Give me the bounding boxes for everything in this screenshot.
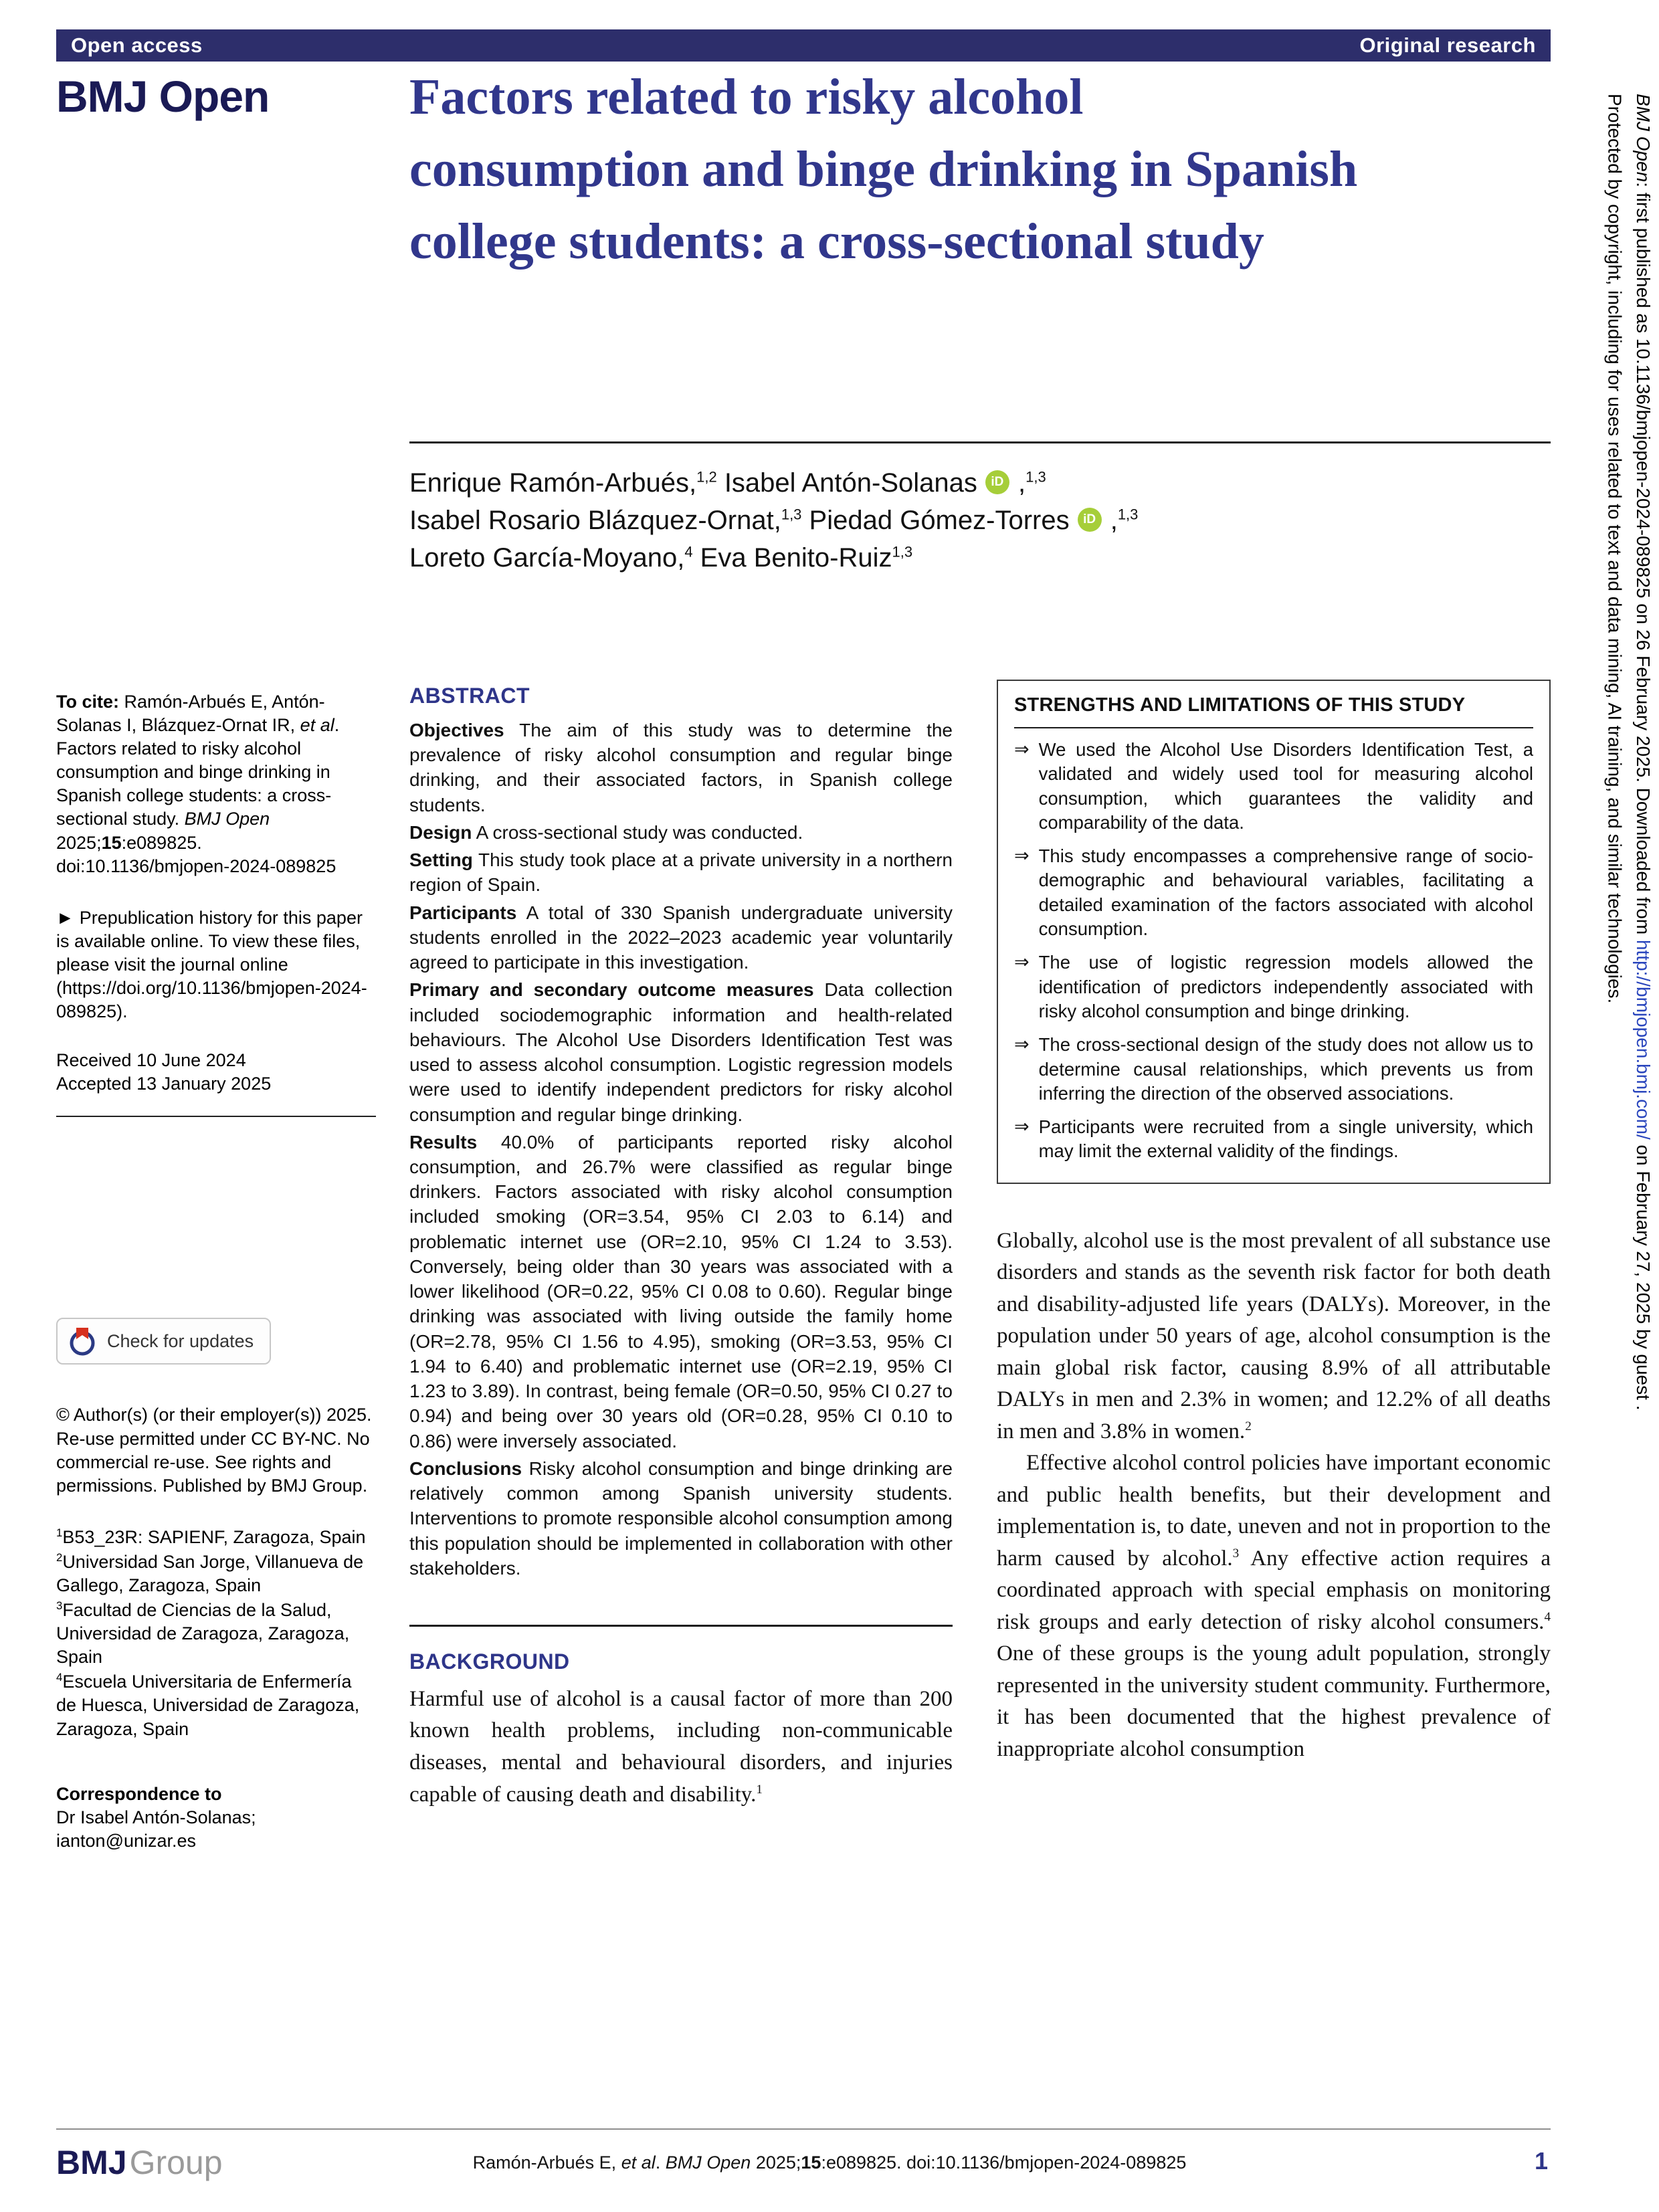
affiliation-number: 1: [56, 1526, 63, 1539]
vertical-text: on February 27, 2025 by guest .: [1633, 1139, 1654, 1411]
reference-marker[interactable]: 3: [1232, 1546, 1240, 1561]
strengths-item-text: Participants were recruited from a single university, which may limit the external validity of the findings.: [1038, 1116, 1533, 1162]
author-affil-ref: 1,3: [781, 506, 802, 523]
orcid-icon[interactable]: [1078, 508, 1102, 532]
bmj-group-logo: [56, 2143, 223, 2182]
author-name: Isabel Rosario Blázquez-Ornat,: [409, 506, 781, 535]
strengths-item-text: The cross-sectional design of the study does not allow us to determine causal relationships, which prevents us from inferring the direction of the observed associations.: [1038, 1034, 1533, 1104]
author-line: [409, 539, 1551, 577]
abstract-section: [409, 847, 953, 897]
background-text: Harmful use of alcohol is a causal factor of more than 200 known health problems, including non-communicable diseases, mental and behavioural disorders, and injuries capable of causing death and disability.: [409, 1686, 953, 1807]
affiliation-list: [56, 1526, 376, 1741]
arrow-bullet-icon: ⇒: [1014, 952, 1030, 973]
affiliation: [56, 1599, 376, 1669]
citation-text: 2025;: [751, 2152, 801, 2173]
crossmark-icon: [67, 1326, 98, 1356]
abstract-section: [409, 718, 953, 817]
header-bar: [56, 29, 1551, 62]
background-heading: BACKGROUND: [409, 1649, 570, 1674]
title-divider: [409, 441, 1551, 443]
citation-volume: 15: [801, 2152, 821, 2173]
article-title: Factors related to risky alcohol consumption and binge drinking in Spanish college students: a cross-sectional study: [409, 69, 1358, 270]
abstract-section-text: This study took place at a private university in a northern region of Spain.: [409, 849, 953, 896]
body-paragraph: [997, 1225, 1551, 1448]
author-affil-ref: 1,3: [1026, 468, 1046, 486]
author-affil-ref: 1,2: [696, 468, 717, 486]
abstract-heading: ABSTRACT: [409, 684, 530, 708]
vertical-copyright-text: [1602, 94, 1626, 2174]
citation-etal: et al: [621, 2152, 656, 2173]
background-paragraph: [409, 1684, 953, 1811]
abstract-section-label: Results: [409, 1131, 478, 1152]
arrow-bullet-icon: ⇒: [1014, 1034, 1030, 1055]
abstract-section-label: Participants: [409, 902, 517, 923]
to-cite-block: [56, 690, 376, 878]
author-list: [409, 464, 1551, 577]
reference-marker[interactable]: 2: [1245, 1419, 1252, 1433]
received-date: Received 10 June 2024: [56, 1050, 246, 1071]
orcid-icon-label: iD: [1083, 512, 1096, 527]
triangle-bullet-icon: ►: [56, 907, 74, 928]
right-column: [997, 680, 1551, 1766]
check-for-updates-button[interactable]: [56, 1318, 271, 1365]
abstract-section: [409, 1130, 953, 1453]
abstract-section-text: Risky alcohol consumption and binge drinking are relatively common among Spanish university students. Interventions to promote responsible alcohol consumption among this population should be implemented in collaboration with other stakeholders.: [409, 1457, 953, 1579]
article-type-label: Original research: [1359, 33, 1536, 57]
author-affil-ref: 4: [684, 543, 693, 561]
vertical-text: Protected by copyright, including for uses related to text and data mining, AI training, and similar technologies.: [1604, 94, 1626, 1004]
author-name: Eva Benito-Ruiz: [692, 543, 892, 573]
affiliation-number: 2: [56, 1550, 63, 1564]
correspondence-email[interactable]: Dr Isabel Antón-Solanas; ianton@unizar.es: [56, 1807, 256, 1851]
affiliation-text: Facultad de Ciencias de la Salud, Universidad de Zaragoza, Zaragoza, Spain: [56, 1600, 350, 1668]
strengths-item-text: The use of logistic regression models allowed the identification of predictors independently associated with risky alcohol consumption and binge drinking.: [1038, 952, 1533, 1021]
affiliation-text: Universidad San Jorge, Villanueva de Gallego, Zaragoza, Spain: [56, 1551, 364, 1595]
author-name: Loreto García-Moyano,: [409, 543, 685, 573]
author-separator: ,: [1102, 506, 1118, 535]
strengths-item: [1014, 1033, 1533, 1106]
reference-marker[interactable]: 1: [756, 1782, 763, 1797]
orcid-icon[interactable]: [985, 470, 1009, 494]
to-cite-text: 2025;: [56, 832, 102, 853]
journal-url-link[interactable]: http://bmjopen.bmj.com/: [1633, 939, 1654, 1140]
affiliation: [56, 1550, 376, 1597]
citation-text: Ramón-Arbués E,: [472, 2152, 621, 2173]
reference-marker[interactable]: 4: [1544, 1609, 1551, 1624]
correspondence-block: [56, 1783, 376, 1853]
group-logo-text: Group: [129, 2144, 223, 2181]
body-text: Globally, alcohol use is the most prevalent of all substance use disorders and stands as the seventh risk factor for both death and disability-adjusted life years (DALYs). Moreover, in the population under 50 years of age, alcohol consumption is the main global risk factor, causing 8.9% of all attributable DALYs in men and 2.3% in women; and 12.2% of all deaths in men and 3.8% in women.: [997, 1228, 1551, 1443]
abstract-section-label: Setting: [409, 849, 473, 871]
strengths-limitations-box: [997, 680, 1551, 1184]
author-affil-ref: 1,3: [1117, 506, 1139, 523]
citation-text: .: [655, 2152, 666, 2173]
abstract-section-text: The aim of this study was to determine the prevalence of risky alcohol consumption and regular binge drinking, and their associated factors, in Spanish college students.: [409, 720, 953, 815]
abstract-section-label: Objectives: [409, 720, 504, 740]
abstract-section-text: A total of 330 Spanish undergraduate university students enrolled in the 2022–2023 academic year voluntarily agreed to participate in this investigation.: [409, 902, 953, 973]
affiliation-number: 3: [56, 1599, 63, 1613]
left-sidebar: [56, 690, 376, 1853]
abstract-section-label: Primary and secondary outcome measures: [409, 979, 814, 1001]
correspondence-label: Correspondence to: [56, 1783, 222, 1804]
to-cite-text: . Factors related to risky alcohol consumption and binge drinking in Spanish college students: a cross-sectional study.: [56, 715, 340, 829]
body-text: One of these groups is the young adult population, strongly represented in the university student community. Furthermore, it has been documented that the highest prevalence of inappropriate alcohol consumption: [997, 1641, 1551, 1761]
abstract-section: [409, 900, 953, 975]
abstract-section-label: Design: [409, 821, 472, 843]
author-name: Enrique Ramón-Arbués,: [409, 468, 697, 498]
author-name: Isabel Antón-Solanas: [716, 468, 977, 498]
strengths-item-text: This study encompasses a comprehensive range of socio-demographic and behavioural variables, facilitating a detailed examination of the factors associated with alcohol consumption.: [1038, 845, 1533, 940]
strengths-title: STRENGTHS AND LIMITATIONS OF THIS STUDY: [1014, 694, 1533, 728]
author-affil-ref: 1,3: [892, 543, 913, 561]
affiliation-text: B53_23R: SAPIENF, Zaragoza, Spain: [62, 1526, 366, 1547]
abstract-section-text: A cross-sectional study was conducted.: [472, 821, 803, 843]
abstract-column: [409, 684, 953, 1811]
arrow-bullet-icon: ⇒: [1014, 845, 1030, 866]
strengths-item-text: We used the Alcohol Use Disorders Identification Test, a validated and widely used tool for measuring alcohol consumption, which guarantees the validity and comparability of the data.: [1038, 739, 1533, 833]
to-cite-etal: et al: [300, 715, 334, 736]
abstract-section-text: 40.0% of participants reported risky alcohol consumption, and 26.7% were classified as regular binge drinkers. Factors associated with risky alcohol consumption included smoking (OR=3.54, 95% CI 2.03 to 6.14) and problematic internet use (OR=2.10, 95% CI 1.24 to 3.53). Conversely, being older than 30 years was associated with a lower likelihood (OR=0.22, 95% CI 0.08 to 0.60). Regular binge drinking was associated with living outside the family home (OR=2.78, 95% CI 1.56 to 4.95), smoking (OR=3.53, 95% CI 1.94 to 6.40) and problematic internet use (OR=2.19, 95% CI 1.23 to 3.89). In contrast, being female (OR=0.50, 95% CI 0.27 to 0.94) and being over 30 years old (OR=0.28, 95% CI 0.10 to 0.86) were inversely associated.: [409, 1131, 953, 1451]
page-number: 1: [1534, 2147, 1548, 2175]
body-text: Any effective action requires a coordinated approach with special emphasis on monitoring risk groups and early detection of risky alcohol consumers.: [997, 1546, 1551, 1634]
affiliation-text: Escuela Universitaria de Enfermería de Huesca, Universidad de Zaragoza, Zaragoza, Spain: [56, 1672, 360, 1739]
open-access-label: Open access: [71, 33, 203, 57]
to-cite-volume: 15: [101, 832, 122, 853]
strengths-item: [1014, 738, 1533, 835]
bmj-logo-text: BMJ: [56, 2144, 127, 2181]
accepted-date: Accepted 13 January 2025: [56, 1074, 272, 1094]
sidebar-divider: [56, 1116, 376, 1117]
bmj-open-logo: BMJ Open: [56, 72, 270, 121]
citation-journal: BMJ Open: [665, 2152, 751, 2173]
strengths-item: [1014, 1115, 1533, 1164]
dates-block: [56, 1049, 376, 1096]
vertical-copyright-text: [1631, 94, 1655, 2174]
to-cite-doi: :e089825. doi:10.1136/bmjopen-2024-089825: [56, 832, 336, 876]
abstract-section-text: Data collection included sociodemographic information and health-related behaviours. The Alcohol Use Disorders Identification Test was used to assess alcohol consumption. Logistic regression models were used to identify independent predictors for risky alcohol consumption and regular binge drinking.: [409, 979, 953, 1125]
to-cite-journal: BMJ Open: [184, 809, 270, 829]
abstract-section: [409, 977, 953, 1126]
prepublication-note: [56, 906, 376, 1023]
background-section: [409, 1625, 953, 1811]
strengths-item: [1014, 844, 1533, 941]
vertical-text: : first published as 10.1136/bmjopen-2024-089825 on 26 February 2025. Downloaded from: [1633, 182, 1654, 940]
affiliation-number: 4: [56, 1671, 63, 1684]
check-for-updates-label: Check for updates: [107, 1330, 254, 1351]
copyright-notice: © Author(s) (or their employer(s)) 2025. Re-use permitted under CC BY-NC. No commercial re-use. See rights and permissions. Published by BMJ Group.: [56, 1405, 372, 1496]
footer-citation: [375, 2152, 1284, 2173]
abstract-section-label: Conclusions: [409, 1457, 522, 1479]
vertical-journal-name: BMJ Open: [1633, 94, 1654, 183]
vertical-copyright-strip: [1598, 94, 1655, 2174]
abstract-section: [409, 1456, 953, 1581]
orcid-icon-label: iD: [991, 475, 1004, 490]
to-cite-label: To cite:: [56, 692, 119, 712]
prepublication-text: Prepublication history for this paper is available online. To view these files, please visit the journal online (https://doi.org/10.1136/bmjopen-2024-089825).: [56, 907, 367, 1022]
strengths-item: [1014, 950, 1533, 1023]
author-separator: ,: [1010, 468, 1026, 498]
to-cite-text: Ramón-Arbués E, Antón-Solanas I, Blázquez-Ornat IR,: [56, 692, 325, 736]
arrow-bullet-icon: ⇒: [1014, 1116, 1030, 1137]
footer-divider: [56, 2128, 1551, 2130]
arrow-bullet-icon: ⇒: [1014, 739, 1030, 759]
affiliation: [56, 1526, 376, 1549]
citation-doi: :e089825. doi:10.1136/bmjopen-2024-089825: [821, 2152, 1187, 2173]
affiliation: [56, 1670, 376, 1740]
author-line: [409, 464, 1551, 502]
author-line: [409, 502, 1551, 539]
author-name: Piedad Gómez-Torres: [801, 506, 1070, 535]
body-paragraph: [997, 1447, 1551, 1765]
abstract-section: [409, 820, 953, 845]
body-text: Effective alcohol control policies have important economic and public health benefits, but their development and implementation is, to date, uneven and not in proportion to the harm caused by alcohol.: [997, 1451, 1551, 1571]
